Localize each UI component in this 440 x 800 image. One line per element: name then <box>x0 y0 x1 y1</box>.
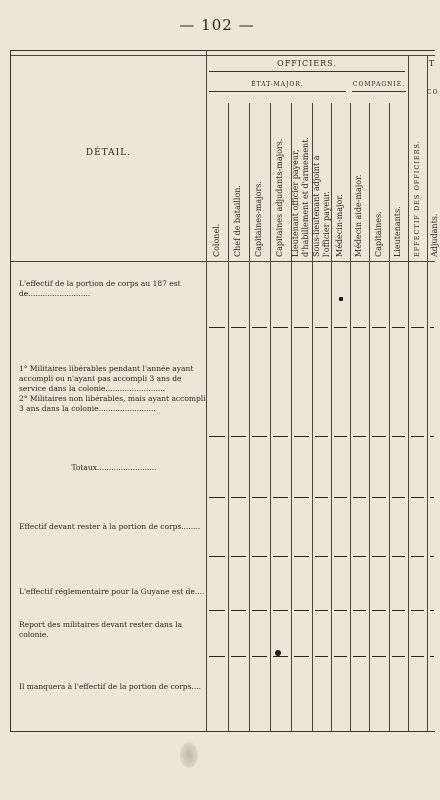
dash-mark <box>392 497 405 498</box>
dash-mark <box>209 656 225 657</box>
dash-mark <box>372 436 386 437</box>
col-divider <box>270 103 271 731</box>
dash-mark <box>353 610 366 611</box>
officiers-caption: OFFICIERS. <box>277 59 337 68</box>
dash-mark <box>353 656 366 657</box>
column-header-effectif: EFFECTIF DES OFFICIERS. <box>413 140 421 257</box>
table-top-rule <box>11 55 435 56</box>
dash-mark <box>392 610 405 611</box>
dash-mark <box>294 610 309 611</box>
dash-mark <box>231 556 246 557</box>
header-bottom-rule <box>11 261 435 262</box>
page-number: — 102 — <box>179 16 255 34</box>
column-header: Capitaines. <box>374 211 383 257</box>
dash-mark <box>334 556 347 557</box>
dash-mark <box>372 497 386 498</box>
dash-mark <box>294 327 309 328</box>
dash-mark <box>430 497 434 498</box>
row-manquera: Il manquera à l'effectif de la portion de corps.... <box>19 682 201 691</box>
dash-mark <box>334 497 347 498</box>
dash-mark <box>294 556 309 557</box>
dash-mark <box>231 497 246 498</box>
row-effectif-reglementaire: L'effectif réglementaire pour la Guyane est de.... <box>19 587 205 596</box>
dash-mark <box>353 497 366 498</box>
column-header: Lieutenants. <box>393 206 402 257</box>
dash-mark <box>273 436 288 437</box>
dash-mark <box>231 327 246 328</box>
dash-mark <box>334 610 347 611</box>
row-report: Report des militaires devant rester dans la colonie. <box>19 620 182 639</box>
dash-mark <box>231 436 246 437</box>
dash-mark <box>392 436 405 437</box>
dash-mark <box>334 327 347 328</box>
dash-mark <box>411 497 424 498</box>
dash-mark <box>372 610 386 611</box>
dash-mark <box>411 327 424 328</box>
dash-mark <box>273 656 288 657</box>
column-header: Capitaines-majors. <box>254 181 263 257</box>
dash-mark <box>430 556 434 557</box>
dash-mark <box>273 610 288 611</box>
dash-mark <box>353 556 366 557</box>
dash-mark <box>209 556 225 557</box>
detail-heading: DÉTAIL. <box>85 148 132 158</box>
column-header: Capitaines adjudants-majors. <box>275 138 284 257</box>
dash-mark <box>372 656 386 657</box>
col-divider <box>408 55 409 731</box>
dash-mark <box>430 610 434 611</box>
column-header: Sous-lieutenant adjoint à l'officier payeur. <box>312 155 331 257</box>
dash-mark <box>231 610 246 611</box>
dash-mark <box>334 436 347 437</box>
dash-mark <box>273 327 288 328</box>
officers-table <box>10 50 439 732</box>
dash-mark <box>231 656 246 657</box>
dash-mark <box>411 656 424 657</box>
dash-mark <box>294 436 309 437</box>
dash-mark <box>209 327 225 328</box>
dash-mark <box>294 497 309 498</box>
dash-mark <box>392 556 405 557</box>
dash-mark <box>353 436 366 437</box>
dash-mark <box>411 556 424 557</box>
etat-major-bracket <box>209 91 346 97</box>
dash-mark <box>252 497 267 498</box>
dash-mark <box>430 436 434 437</box>
row-liberables: 1° Militaires libérables pendant l'année ayant accompli ou n'ayant pas accompli 3 ans de service dans la colonie......................... <box>19 364 194 393</box>
dash-mark <box>372 327 386 328</box>
col-divider <box>350 103 351 731</box>
dash-mark <box>315 656 328 657</box>
column-header: Adjudants. <box>430 213 439 257</box>
dash-mark <box>252 556 267 557</box>
dash-mark <box>273 497 288 498</box>
dash-mark <box>252 610 267 611</box>
dash-mark <box>430 327 434 328</box>
dash-mark <box>315 436 328 437</box>
column-header: Médecin-major. <box>335 194 344 257</box>
dash-mark <box>252 327 267 328</box>
truncated-subcaption: CO <box>427 89 439 96</box>
column-header: Médecin aide-major. <box>354 174 363 257</box>
dash-mark <box>392 656 405 657</box>
dash-mark <box>353 327 366 328</box>
col-divider <box>249 103 250 731</box>
col-divider <box>389 103 390 731</box>
row-totaux: Totaux......................... <box>71 463 157 472</box>
dash-mark <box>315 610 328 611</box>
row-effectif-initial: L'effectif de la portion de corps au 187 est de.......................... <box>19 279 181 298</box>
dash-mark <box>209 497 225 498</box>
etat-major-caption: ÉTAT-MAJOR. <box>251 81 304 88</box>
truncated-column-caption: T <box>428 59 436 68</box>
dash-mark <box>209 610 225 611</box>
column-header: Chef de bataillon. <box>233 185 242 257</box>
dash-mark <box>315 327 328 328</box>
column-header: Lieutenant officier payeur, d'habillement et d'armement. <box>291 137 310 257</box>
col-divider <box>228 103 229 731</box>
col-divider <box>427 55 428 731</box>
officiers-bracket <box>209 71 405 77</box>
dash-mark <box>372 556 386 557</box>
dash-mark <box>273 556 288 557</box>
ink-blot <box>180 742 198 768</box>
row-non-liberables: 2° Militaires non libérables, mais ayant accompli 3 ans dans la colonie........................ <box>19 394 206 413</box>
dash-mark <box>315 556 328 557</box>
dash-mark <box>252 436 267 437</box>
dash-mark <box>294 656 309 657</box>
column-header: Colonel. <box>212 223 221 257</box>
ink-mark <box>275 650 281 656</box>
dash-mark <box>411 436 424 437</box>
ink-mark <box>339 297 343 301</box>
row-effectif-restant: Effectif devant rester à la portion de corps........ <box>19 522 201 531</box>
dash-mark <box>334 656 347 657</box>
dash-mark <box>430 656 434 657</box>
dash-mark <box>411 610 424 611</box>
dash-mark <box>209 436 225 437</box>
dash-mark <box>252 656 267 657</box>
col-divider <box>369 103 370 731</box>
dash-mark <box>315 497 328 498</box>
compagnie-bracket <box>352 91 406 97</box>
dash-mark <box>392 327 405 328</box>
compagnie-caption: COMPAGNIE. <box>352 81 406 88</box>
